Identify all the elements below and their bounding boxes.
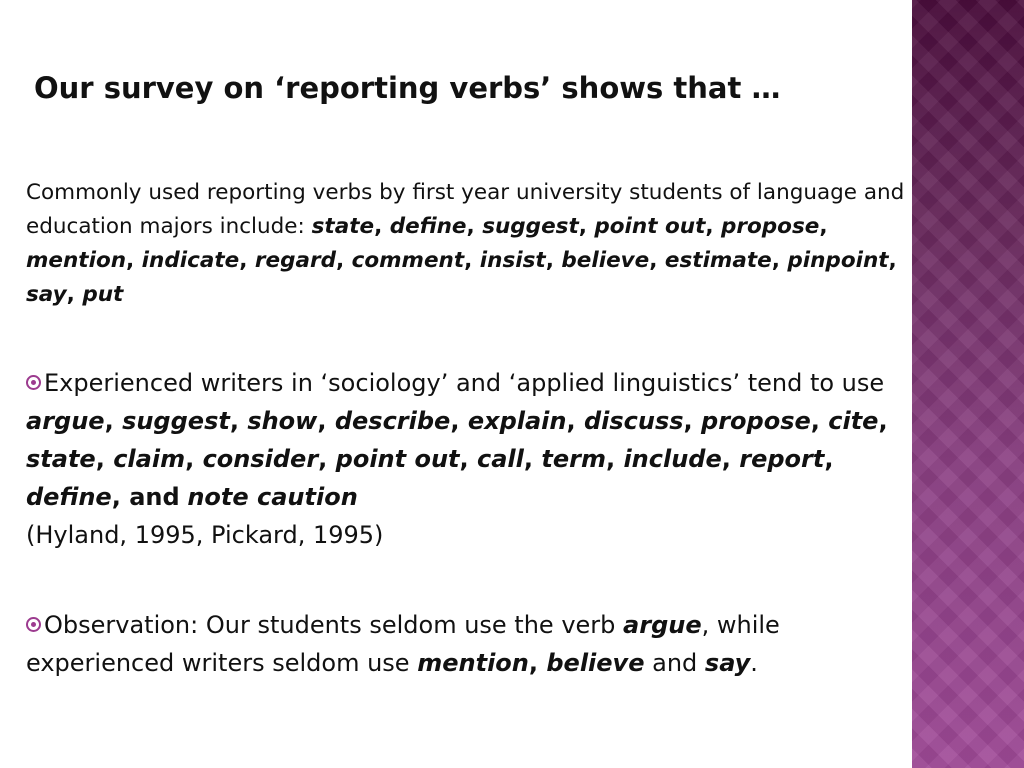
verb: claim: [113, 445, 186, 473]
verb: indicate: [141, 248, 240, 273]
verb: point out: [335, 445, 460, 473]
intro-text: Commonly used reporting verbs by first year university students of language and education majors include:: [26, 180, 905, 239]
verb: call: [477, 445, 524, 473]
verb: propose: [701, 407, 811, 435]
circled-dot-bullet-icon: [26, 375, 41, 390]
decorative-side-band: [912, 0, 1024, 768]
verb: suggest: [482, 214, 579, 239]
bullet-text: Experienced writers in ‘sociology’ and ‘applied linguistics’ tend to use: [44, 369, 885, 397]
circled-dot-bullet-icon: [26, 617, 41, 632]
bullet-text: Observation: Our students seldom use the verb: [44, 611, 616, 639]
verb: state: [311, 214, 375, 239]
verb: regard: [254, 248, 336, 273]
verb: believe: [561, 248, 650, 273]
verb: discuss: [583, 407, 684, 435]
bullet-observation: Observation: Our students seldom use the verb argue, while experienced writers seldom use mention, believe and say.: [26, 611, 780, 677]
verb: comment: [351, 248, 465, 273]
verb: put: [82, 282, 124, 307]
verb: term: [541, 445, 606, 473]
verb: include: [623, 445, 722, 473]
bullet-text-continued: , while experienced writers seldom use: [26, 611, 780, 677]
verb: say: [704, 649, 751, 677]
verb: propose: [721, 214, 820, 239]
verb: note caution: [187, 483, 358, 511]
verb: consider: [202, 445, 319, 473]
verb: point out: [594, 214, 706, 239]
verb: argue: [623, 611, 702, 639]
verb: explain: [467, 407, 567, 435]
intro-paragraph: Commonly used reporting verbs by first year university students of language and education majors include: state, define, suggest, point out, propose, mention, indicate, regard, comment, insist, believe, estimate, pinpoint, say, put: [26, 180, 905, 307]
bullet-experienced-writers: Experienced writers in ‘sociology’ and ‘applied linguistics’ tend to use argue, suggest, show, describe, explain, discuss, propose, cite, state, claim, consider, point out, call, term, include, report, define, and note caution (Hyland, 1995, Pickard, 1995): [26, 369, 888, 549]
verb: mention: [417, 649, 529, 677]
conjunction: and: [129, 483, 180, 511]
verb: cite: [828, 407, 879, 435]
verb: define: [26, 483, 112, 511]
period: .: [750, 649, 758, 677]
verb: state: [26, 445, 96, 473]
verb: report: [739, 445, 825, 473]
verb: suggest: [122, 407, 230, 435]
verb: pinpoint: [787, 248, 889, 273]
slide-title: Our survey on ‘reporting verbs’ shows that …: [34, 71, 781, 105]
verb: believe: [546, 649, 645, 677]
conjunction: and: [652, 649, 698, 677]
verb: show: [247, 407, 318, 435]
verb: argue: [26, 407, 105, 435]
citation: (Hyland, 1995, Pickard, 1995): [26, 521, 384, 549]
verb: say: [26, 282, 67, 307]
verb: define: [389, 214, 467, 239]
verb: describe: [334, 407, 451, 435]
verb: mention: [26, 248, 127, 273]
verb: insist: [479, 248, 546, 273]
verb: estimate: [664, 248, 772, 273]
